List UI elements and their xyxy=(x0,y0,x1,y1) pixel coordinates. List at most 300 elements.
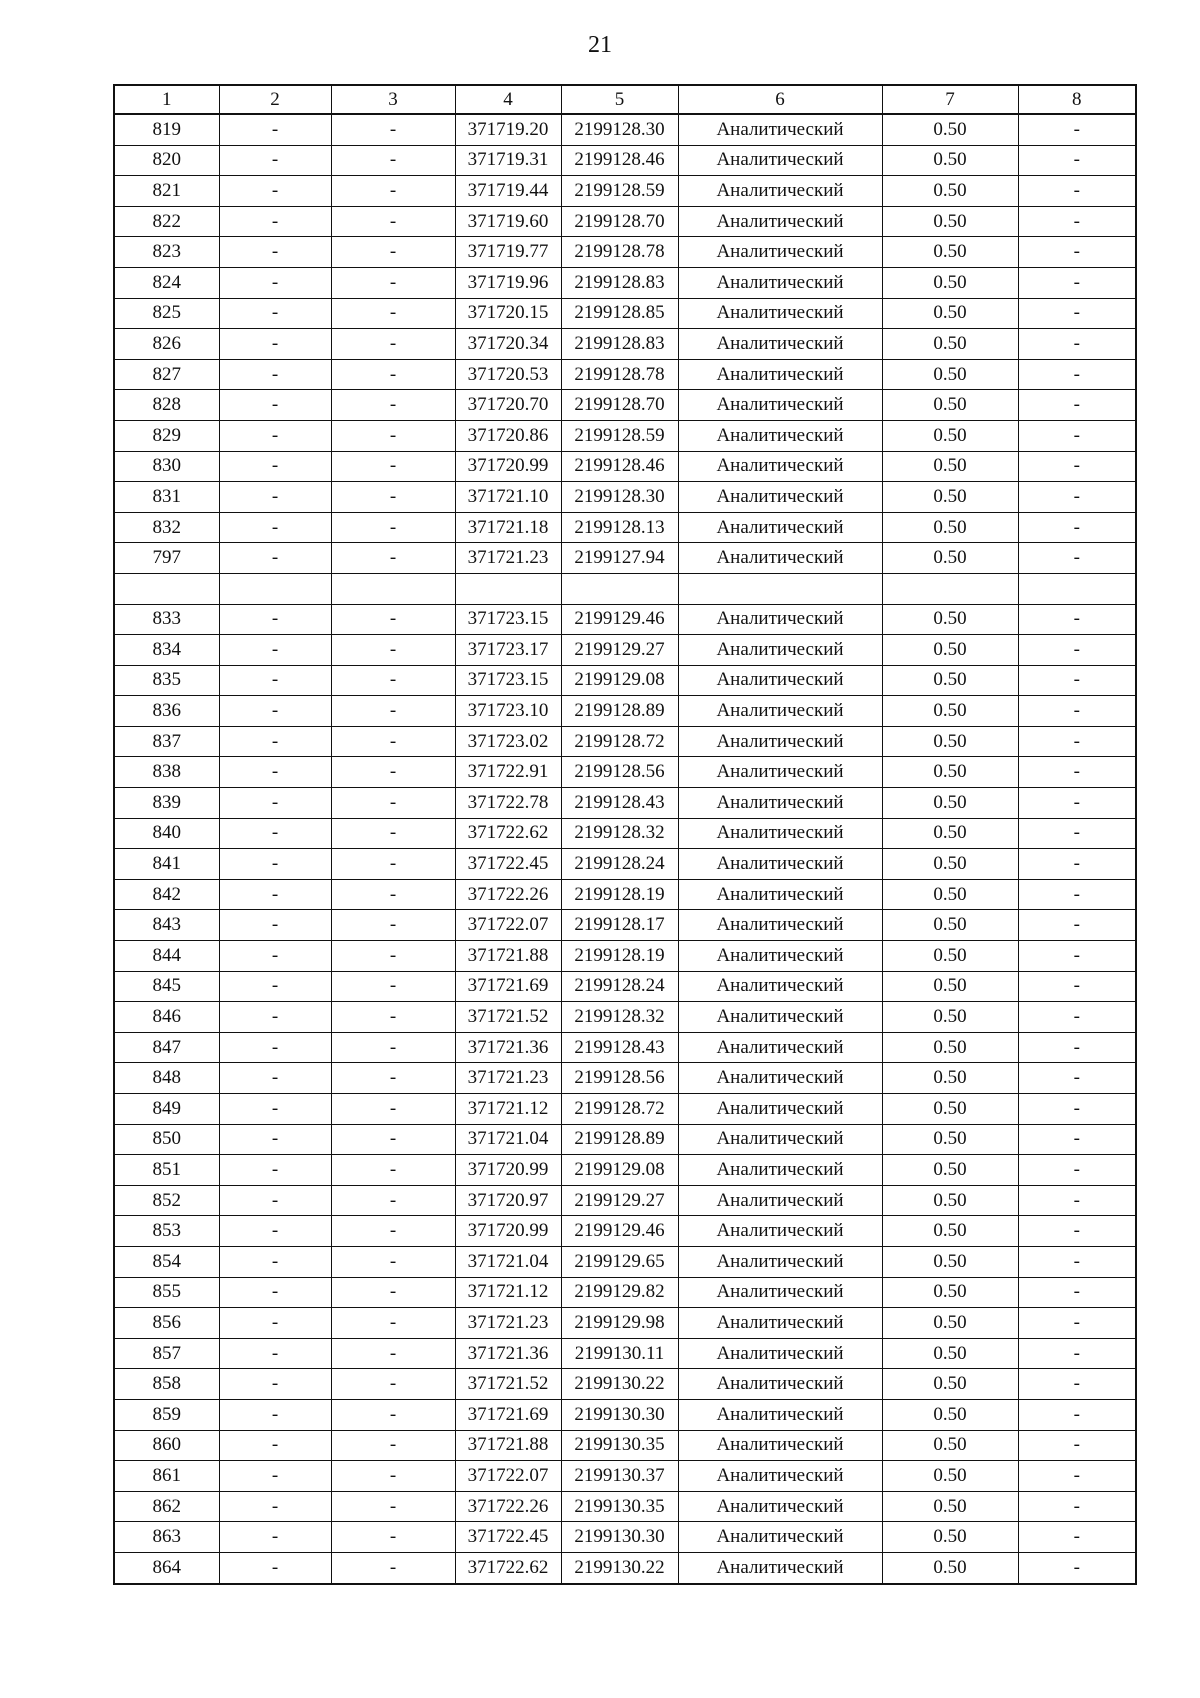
cell-col8: - xyxy=(1018,359,1136,390)
point-number: 830 xyxy=(114,451,219,482)
accuracy: 0.50 xyxy=(882,1063,1018,1094)
table-row xyxy=(114,1522,1136,1553)
cell-col8: - xyxy=(1018,206,1136,237)
accuracy: 0.50 xyxy=(882,512,1018,543)
cell-col3: - xyxy=(331,390,455,421)
table-row xyxy=(114,1461,1136,1492)
method: Аналитический xyxy=(678,665,882,696)
method: Аналитический xyxy=(678,1552,882,1583)
coord-x: 371722.26 xyxy=(455,1491,561,1522)
accuracy: 0.50 xyxy=(882,1185,1018,1216)
coord-x: 371721.52 xyxy=(455,1369,561,1400)
cell-col3: - xyxy=(331,879,455,910)
coord-x: 371722.62 xyxy=(455,1552,561,1583)
cell-col3: - xyxy=(331,1246,455,1277)
coord-y: 2199130.30 xyxy=(561,1522,678,1553)
coord-y: 2199128.13 xyxy=(561,512,678,543)
cell-col2: - xyxy=(219,1308,331,1339)
coord-x xyxy=(455,573,561,604)
coord-x: 371723.15 xyxy=(455,604,561,635)
cell-col2: - xyxy=(219,482,331,513)
table-row xyxy=(114,1277,1136,1308)
table-row xyxy=(114,941,1136,972)
point-number: 824 xyxy=(114,267,219,298)
point-number: 858 xyxy=(114,1369,219,1400)
point-number: 862 xyxy=(114,1491,219,1522)
cell-col8: - xyxy=(1018,114,1136,145)
coord-y: 2199128.89 xyxy=(561,1124,678,1155)
point-number: 857 xyxy=(114,1338,219,1369)
cell-col3: - xyxy=(331,114,455,145)
point-number: 849 xyxy=(114,1094,219,1125)
coord-y: 2199128.30 xyxy=(561,482,678,513)
accuracy: 0.50 xyxy=(882,849,1018,880)
point-number: 838 xyxy=(114,757,219,788)
table-row xyxy=(114,1216,1136,1247)
method: Аналитический xyxy=(678,635,882,666)
table-row xyxy=(114,971,1136,1002)
cell-col2: - xyxy=(219,788,331,819)
cell-col3: - xyxy=(331,329,455,360)
accuracy: 0.50 xyxy=(882,359,1018,390)
method: Аналитический xyxy=(678,849,882,880)
coord-x: 371720.99 xyxy=(455,1216,561,1247)
cell-col3: - xyxy=(331,420,455,451)
accuracy: 0.50 xyxy=(882,267,1018,298)
cell-col2: - xyxy=(219,145,331,176)
table-row xyxy=(114,390,1136,421)
cell-col2: - xyxy=(219,1399,331,1430)
point-number xyxy=(114,573,219,604)
cell-col2: - xyxy=(219,114,331,145)
accuracy: 0.50 xyxy=(882,114,1018,145)
point-number: 856 xyxy=(114,1308,219,1339)
coord-y: 2199128.59 xyxy=(561,420,678,451)
cell-col2: - xyxy=(219,329,331,360)
cell-col2: - xyxy=(219,1369,331,1400)
cell-col3: - xyxy=(331,1155,455,1186)
cell-col3: - xyxy=(331,1216,455,1247)
cell-col3: - xyxy=(331,1308,455,1339)
method: Аналитический xyxy=(678,757,882,788)
method: Аналитический xyxy=(678,1399,882,1430)
coord-x: 371722.07 xyxy=(455,1461,561,1492)
table-row xyxy=(114,757,1136,788)
point-number: 823 xyxy=(114,237,219,268)
cell-col3: - xyxy=(331,788,455,819)
accuracy: 0.50 xyxy=(882,1461,1018,1492)
cell-col8: - xyxy=(1018,1094,1136,1125)
cell-col3: - xyxy=(331,849,455,880)
accuracy: 0.50 xyxy=(882,1369,1018,1400)
coord-x: 371721.88 xyxy=(455,1430,561,1461)
coord-y: 2199130.11 xyxy=(561,1338,678,1369)
method: Аналитический xyxy=(678,451,882,482)
table-row xyxy=(114,1491,1136,1522)
cell-col2: - xyxy=(219,726,331,757)
method: Аналитический xyxy=(678,1063,882,1094)
cell-col2: - xyxy=(219,818,331,849)
accuracy: 0.50 xyxy=(882,1338,1018,1369)
point-number: 835 xyxy=(114,665,219,696)
cell-col8: - xyxy=(1018,604,1136,635)
cell-col2: - xyxy=(219,1246,331,1277)
cell-col3: - xyxy=(331,1491,455,1522)
cell-col2: - xyxy=(219,1002,331,1033)
method: Аналитический xyxy=(678,482,882,513)
coord-y xyxy=(561,573,678,604)
point-number: 855 xyxy=(114,1277,219,1308)
accuracy: 0.50 xyxy=(882,298,1018,329)
cell-col3: - xyxy=(331,1185,455,1216)
coord-y: 2199128.43 xyxy=(561,788,678,819)
accuracy: 0.50 xyxy=(882,1399,1018,1430)
cell-col3: - xyxy=(331,696,455,727)
accuracy: 0.50 xyxy=(882,1155,1018,1186)
coord-x: 371721.23 xyxy=(455,1308,561,1339)
coord-y: 2199128.72 xyxy=(561,726,678,757)
cell-col2: - xyxy=(219,1338,331,1369)
coord-x: 371719.31 xyxy=(455,145,561,176)
coord-x: 371720.97 xyxy=(455,1185,561,1216)
coord-y: 2199129.46 xyxy=(561,1216,678,1247)
cell-col8: - xyxy=(1018,482,1136,513)
coord-y: 2199128.56 xyxy=(561,757,678,788)
method: Аналитический xyxy=(678,1155,882,1186)
cell-col3: - xyxy=(331,1124,455,1155)
cell-col8 xyxy=(1018,573,1136,604)
cell-col2: - xyxy=(219,910,331,941)
point-number: 825 xyxy=(114,298,219,329)
coord-y: 2199128.17 xyxy=(561,910,678,941)
cell-col2: - xyxy=(219,1277,331,1308)
table-row xyxy=(114,849,1136,880)
accuracy: 0.50 xyxy=(882,818,1018,849)
coord-x: 371722.26 xyxy=(455,879,561,910)
cell-col8: - xyxy=(1018,1155,1136,1186)
coord-y: 2199128.43 xyxy=(561,1032,678,1063)
table-header xyxy=(114,85,1136,114)
cell-col2: - xyxy=(219,420,331,451)
cell-col2: - xyxy=(219,359,331,390)
coord-x: 371722.91 xyxy=(455,757,561,788)
cell-col3: - xyxy=(331,1063,455,1094)
accuracy: 0.50 xyxy=(882,420,1018,451)
coord-x: 371719.20 xyxy=(455,114,561,145)
table-row xyxy=(114,298,1136,329)
point-number: 837 xyxy=(114,726,219,757)
method: Аналитический xyxy=(678,1002,882,1033)
table-row xyxy=(114,1399,1136,1430)
table-row xyxy=(114,1430,1136,1461)
table-row xyxy=(114,1246,1136,1277)
cell-col8: - xyxy=(1018,1399,1136,1430)
cell-col3: - xyxy=(331,267,455,298)
table-row xyxy=(114,1002,1136,1033)
coord-y: 2199129.98 xyxy=(561,1308,678,1339)
cell-col3: - xyxy=(331,1522,455,1553)
accuracy: 0.50 xyxy=(882,788,1018,819)
cell-col8: - xyxy=(1018,665,1136,696)
coord-x: 371721.36 xyxy=(455,1338,561,1369)
cell-col3: - xyxy=(331,1094,455,1125)
coord-y: 2199128.46 xyxy=(561,145,678,176)
point-number: 839 xyxy=(114,788,219,819)
cell-col8: - xyxy=(1018,1185,1136,1216)
cell-col3: - xyxy=(331,1002,455,1033)
cell-col3: - xyxy=(331,1430,455,1461)
cell-col8: - xyxy=(1018,1491,1136,1522)
point-number: 843 xyxy=(114,910,219,941)
cell-col2: - xyxy=(219,1461,331,1492)
cell-col3: - xyxy=(331,665,455,696)
cell-col2: - xyxy=(219,971,331,1002)
coord-x: 371721.69 xyxy=(455,1399,561,1430)
cell-col2: - xyxy=(219,512,331,543)
table-row xyxy=(114,1032,1136,1063)
cell-col2: - xyxy=(219,879,331,910)
accuracy: 0.50 xyxy=(882,604,1018,635)
point-number: 822 xyxy=(114,206,219,237)
coord-x: 371720.53 xyxy=(455,359,561,390)
cell-col2: - xyxy=(219,1155,331,1186)
coord-y: 2199128.83 xyxy=(561,329,678,360)
coord-y: 2199128.56 xyxy=(561,1063,678,1094)
accuracy: 0.50 xyxy=(882,206,1018,237)
cell-col3: - xyxy=(331,604,455,635)
cell-col8: - xyxy=(1018,726,1136,757)
cell-col3: - xyxy=(331,1277,455,1308)
accuracy: 0.50 xyxy=(882,1094,1018,1125)
header-row xyxy=(114,85,1136,114)
accuracy: 0.50 xyxy=(882,451,1018,482)
column-header-5: 5 xyxy=(561,85,678,114)
coord-x: 371720.99 xyxy=(455,1155,561,1186)
coord-x: 371720.34 xyxy=(455,329,561,360)
column-header-4: 4 xyxy=(455,85,561,114)
cell-col3: - xyxy=(331,941,455,972)
cell-col3: - xyxy=(331,1338,455,1369)
cell-col3: - xyxy=(331,818,455,849)
table-row xyxy=(114,1369,1136,1400)
point-number: 821 xyxy=(114,176,219,207)
accuracy xyxy=(882,573,1018,604)
coord-x: 371722.07 xyxy=(455,910,561,941)
cell-col2: - xyxy=(219,1185,331,1216)
coord-y: 2199128.24 xyxy=(561,971,678,1002)
accuracy: 0.50 xyxy=(882,1216,1018,1247)
method: Аналитический xyxy=(678,114,882,145)
cell-col8: - xyxy=(1018,757,1136,788)
coord-x: 371722.45 xyxy=(455,849,561,880)
coord-x: 371719.44 xyxy=(455,176,561,207)
point-number: 841 xyxy=(114,849,219,880)
point-number: 860 xyxy=(114,1430,219,1461)
table-row xyxy=(114,1063,1136,1094)
coord-x: 371720.86 xyxy=(455,420,561,451)
accuracy: 0.50 xyxy=(882,879,1018,910)
coord-y: 2199128.24 xyxy=(561,849,678,880)
cell-col3: - xyxy=(331,359,455,390)
cell-col2: - xyxy=(219,1063,331,1094)
coord-y: 2199129.82 xyxy=(561,1277,678,1308)
coord-y: 2199130.22 xyxy=(561,1369,678,1400)
method: Аналитический xyxy=(678,910,882,941)
coord-x: 371723.02 xyxy=(455,726,561,757)
coord-x: 371722.45 xyxy=(455,1522,561,1553)
method: Аналитический xyxy=(678,206,882,237)
coord-y: 2199128.72 xyxy=(561,1094,678,1125)
coord-y: 2199128.32 xyxy=(561,1002,678,1033)
cell-col3: - xyxy=(331,1032,455,1063)
point-number: 820 xyxy=(114,145,219,176)
table-row xyxy=(114,145,1136,176)
cell-col3: - xyxy=(331,757,455,788)
point-number: 833 xyxy=(114,604,219,635)
accuracy: 0.50 xyxy=(882,145,1018,176)
table-row xyxy=(114,788,1136,819)
method: Аналитический xyxy=(678,726,882,757)
point-number: 864 xyxy=(114,1552,219,1583)
table-row xyxy=(114,176,1136,207)
coord-y: 2199129.08 xyxy=(561,1155,678,1186)
cell-col8: - xyxy=(1018,941,1136,972)
coord-x: 371721.88 xyxy=(455,941,561,972)
accuracy: 0.50 xyxy=(882,696,1018,727)
coord-x: 371723.10 xyxy=(455,696,561,727)
accuracy: 0.50 xyxy=(882,1124,1018,1155)
accuracy: 0.50 xyxy=(882,329,1018,360)
cell-col8: - xyxy=(1018,849,1136,880)
table-row xyxy=(114,573,1136,604)
method: Аналитический xyxy=(678,176,882,207)
method: Аналитический xyxy=(678,145,882,176)
cell-col3: - xyxy=(331,451,455,482)
method: Аналитический xyxy=(678,1491,882,1522)
table-row xyxy=(114,543,1136,574)
cell-col2: - xyxy=(219,451,331,482)
point-number: 844 xyxy=(114,941,219,972)
coord-x: 371720.15 xyxy=(455,298,561,329)
coord-y: 2199130.35 xyxy=(561,1491,678,1522)
column-header-1: 1 xyxy=(114,85,219,114)
coord-y: 2199130.22 xyxy=(561,1552,678,1583)
cell-col8: - xyxy=(1018,390,1136,421)
cell-col3: - xyxy=(331,726,455,757)
cell-col8: - xyxy=(1018,1124,1136,1155)
coord-y: 2199129.27 xyxy=(561,635,678,666)
point-number: 827 xyxy=(114,359,219,390)
cell-col2: - xyxy=(219,1491,331,1522)
cell-col8: - xyxy=(1018,1338,1136,1369)
cell-col2: - xyxy=(219,635,331,666)
coord-x: 371721.12 xyxy=(455,1277,561,1308)
point-number: 863 xyxy=(114,1522,219,1553)
method: Аналитический xyxy=(678,604,882,635)
cell-col2: - xyxy=(219,390,331,421)
table-row xyxy=(114,696,1136,727)
accuracy: 0.50 xyxy=(882,1308,1018,1339)
point-number: 851 xyxy=(114,1155,219,1186)
cell-col3: - xyxy=(331,237,455,268)
accuracy: 0.50 xyxy=(882,482,1018,513)
cell-col2: - xyxy=(219,941,331,972)
cell-col8: - xyxy=(1018,512,1136,543)
cell-col3: - xyxy=(331,971,455,1002)
method: Аналитический xyxy=(678,237,882,268)
cell-col8: - xyxy=(1018,1308,1136,1339)
coord-x: 371721.69 xyxy=(455,971,561,1002)
coord-x: 371720.99 xyxy=(455,451,561,482)
method: Аналитический xyxy=(678,1094,882,1125)
cell-col3: - xyxy=(331,298,455,329)
point-number: 819 xyxy=(114,114,219,145)
method: Аналитический xyxy=(678,267,882,298)
cell-col8: - xyxy=(1018,1216,1136,1247)
method: Аналитический xyxy=(678,512,882,543)
coordinates-table xyxy=(113,84,1137,1585)
cell-col8: - xyxy=(1018,267,1136,298)
accuracy: 0.50 xyxy=(882,176,1018,207)
cell-col8: - xyxy=(1018,1461,1136,1492)
table-row xyxy=(114,114,1136,145)
accuracy: 0.50 xyxy=(882,1552,1018,1583)
cell-col8: - xyxy=(1018,1522,1136,1553)
cell-col2: - xyxy=(219,543,331,574)
cell-col2 xyxy=(219,573,331,604)
cell-col8: - xyxy=(1018,818,1136,849)
cell-col2: - xyxy=(219,604,331,635)
coord-y: 2199129.46 xyxy=(561,604,678,635)
table-row xyxy=(114,206,1136,237)
accuracy: 0.50 xyxy=(882,1430,1018,1461)
coord-y: 2199128.19 xyxy=(561,879,678,910)
method: Аналитический xyxy=(678,1216,882,1247)
cell-col2: - xyxy=(219,1552,331,1583)
method: Аналитический xyxy=(678,1246,882,1277)
table-row xyxy=(114,1185,1136,1216)
coord-y: 2199128.32 xyxy=(561,818,678,849)
coord-x: 371721.23 xyxy=(455,543,561,574)
table-row xyxy=(114,420,1136,451)
cell-col8: - xyxy=(1018,145,1136,176)
method: Аналитический xyxy=(678,543,882,574)
cell-col8: - xyxy=(1018,420,1136,451)
cell-col8: - xyxy=(1018,1032,1136,1063)
method: Аналитический xyxy=(678,1277,882,1308)
accuracy: 0.50 xyxy=(882,1246,1018,1277)
method: Аналитический xyxy=(678,298,882,329)
table-row xyxy=(114,512,1136,543)
coord-x: 371721.18 xyxy=(455,512,561,543)
cell-col2: - xyxy=(219,1216,331,1247)
point-number: 829 xyxy=(114,420,219,451)
table-row xyxy=(114,359,1136,390)
cell-col2: - xyxy=(219,1522,331,1553)
coord-y: 2199128.46 xyxy=(561,451,678,482)
table-row xyxy=(114,879,1136,910)
cell-col3: - xyxy=(331,1399,455,1430)
accuracy: 0.50 xyxy=(882,941,1018,972)
cell-col3: - xyxy=(331,1552,455,1583)
cell-col2: - xyxy=(219,1032,331,1063)
cell-col3: - xyxy=(331,635,455,666)
point-number: 861 xyxy=(114,1461,219,1492)
coord-y: 2199128.89 xyxy=(561,696,678,727)
accuracy: 0.50 xyxy=(882,971,1018,1002)
table-row xyxy=(114,910,1136,941)
point-number: 859 xyxy=(114,1399,219,1430)
